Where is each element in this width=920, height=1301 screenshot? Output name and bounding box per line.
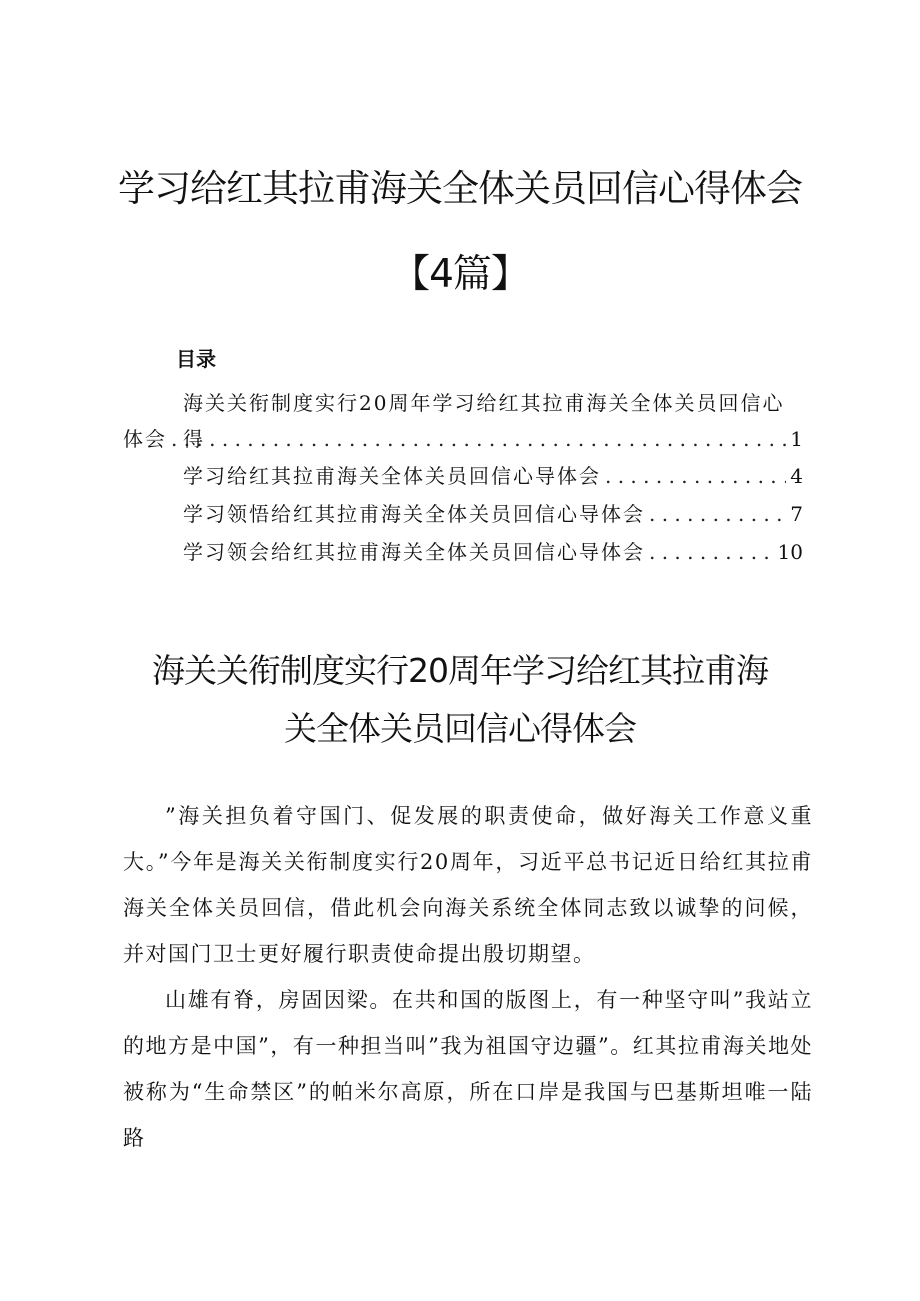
table-of-contents <box>123 385 803 571</box>
body-paragraph: 山雄有脊，房固因梁。在共和国的版图上，有一种坚守叫”我站立的地方是中国”，有一种担当叫”我为祖国守边疆”。红其拉甫海关地处被称为“生命禁区”的帕米尔高原，所在口岸是我国与巴基斯坦唯一陆路 <box>123 988 813 1150</box>
toc-page-number: 7 <box>790 502 803 526</box>
toc-item-text: 学习领悟给红其拉甫海关全体关员回信心导体会 <box>183 502 645 526</box>
toc-heading: 目录 <box>176 347 216 371</box>
toc-item-text: 体会 <box>123 427 167 451</box>
toc-item-text: 学习给红其拉甫海关全体关员回信心导体会 <box>183 464 601 488</box>
toc-item-4[interactable] <box>123 533 803 571</box>
toc-page-number: 1 <box>790 427 803 451</box>
section-title: 海关关衔制度实行20周年学习给红其拉甫海 <box>152 651 768 690</box>
body-paragraph: ”海关担负着守国门、促发展的职责使命，做好海关工作意义重大。”今年是海关关衔制度实行20周年，习近平总书记近日给红其拉甫海关全体关员回信，借此机会向海关系统全体同志致以诚挚的问候，并对国门卫士更好履行职责使命提出殷切期望。 <box>123 804 813 966</box>
document-title: 学习给红其拉甫海关全体关员回信心得体会 <box>118 167 802 210</box>
toc-item-3[interactable] <box>123 495 803 533</box>
toc-item-1-line-2[interactable] <box>123 421 803 457</box>
toc-item-2[interactable] <box>123 457 803 495</box>
section-body <box>123 793 813 1161</box>
toc-leader-dots <box>649 495 786 533</box>
toc-leader-dots <box>605 457 786 495</box>
toc-page-number: 10 <box>777 540 803 564</box>
toc-item-text: 学习领会给红其拉甫海关全体关员回信心导体会 <box>183 540 645 564</box>
section-title-continued: 关全体关员回信心得体会 <box>284 709 636 748</box>
toc-page-number: 4 <box>790 464 803 488</box>
toc-item-text: 海关关衔制度实行20周年学习给红其拉甫海关全体关员回信心得 <box>183 391 785 451</box>
document-title-count: 【4篇】 <box>391 252 529 297</box>
toc-leader-dots <box>171 421 786 457</box>
toc-leader-dots <box>649 533 774 571</box>
